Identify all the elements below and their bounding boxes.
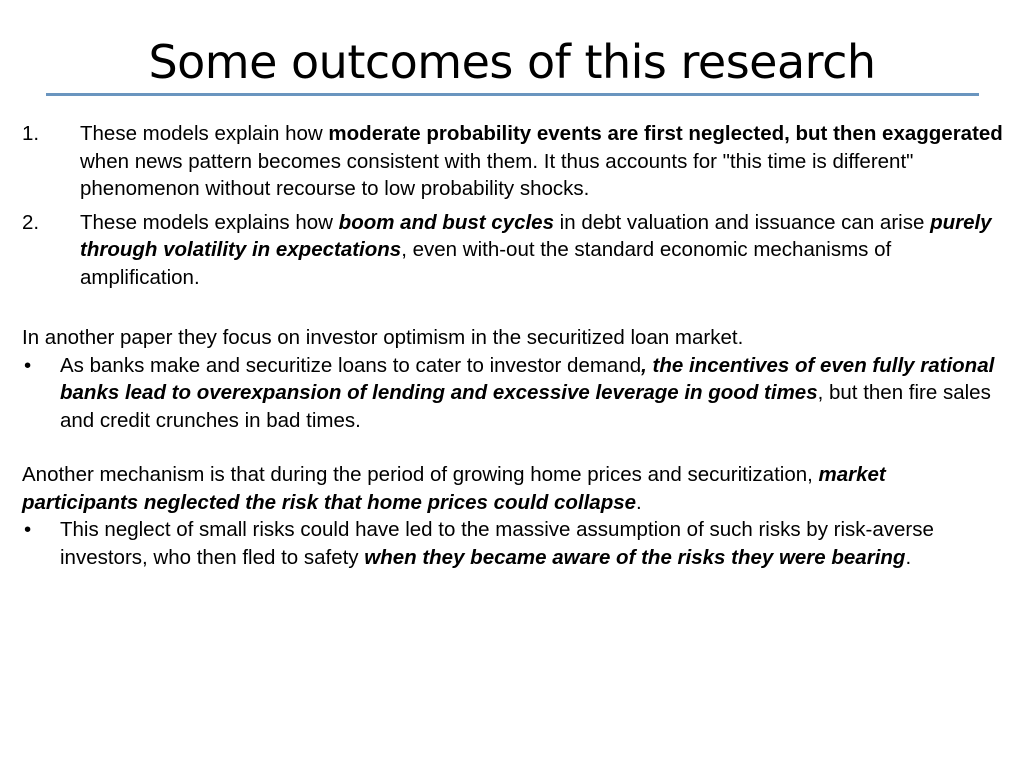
numbered-item-1 — [22, 120, 1007, 203]
paragraph-another-mechanism — [22, 461, 1007, 516]
item-text — [60, 518, 934, 569]
text-run: , but then fire sales and credit crunches in bad times. — [60, 381, 991, 432]
item-text — [60, 354, 994, 432]
text-run-bold-italic: market participants neglected the risk that home prices could collapse — [22, 463, 886, 514]
bullet-item-1 — [22, 352, 1007, 435]
item-text — [80, 211, 992, 289]
text-run: . — [905, 545, 912, 569]
numbered-item-2 — [22, 209, 1007, 292]
text-run: , even with-out the standard economic mechanisms of amplification. — [80, 238, 892, 289]
text-run-bold-italic: when they became aware of the risks they were bearing — [364, 545, 906, 569]
item-number: 1. — [22, 122, 40, 145]
slide-body — [22, 120, 1007, 571]
item-number: 2. — [22, 210, 40, 234]
text-run: when news pattern becomes consistent with them. It thus accounts for "this time is different" phenomenon without recourse to low probability shocks. — [80, 149, 914, 200]
text-run: These models explains how — [80, 210, 339, 234]
text-run-bold-italic: boom and bust cycles — [338, 210, 554, 234]
item-text — [80, 122, 1003, 200]
paragraph-investor-optimism: In another paper they focus on investor optimism in the securitized loan market. — [22, 326, 744, 349]
bullet-icon: • — [24, 518, 32, 541]
text-run: This neglect of small risks could have led to the massive assumption of such risks by risk-averse investors, who then fled to safety — [60, 518, 934, 569]
spacer — [22, 434, 1007, 461]
bullet-item-2 — [22, 516, 1007, 571]
slide-title: Some outcomes of this research — [148, 35, 876, 89]
title-divider — [46, 93, 979, 96]
text-run: As banks make and securitize loans to cater to investor demand — [60, 353, 642, 377]
text-run-bold: moderate probability events are first neglected, but then exaggerated — [328, 122, 1003, 145]
spacer — [22, 297, 1007, 324]
text-run-bold-italic: , the incentives of even fully rational banks lead to overexpansion of lending and excessive leverage in good times — [60, 353, 995, 404]
text-run: Another mechanism is that during the period of growing home prices and securitization, — [22, 463, 819, 486]
bullet-icon: • — [24, 353, 32, 377]
text-run: in debt valuation and issuance can arise — [553, 210, 931, 234]
text-run-bold-italic: purely through volatility in expectations — [80, 210, 992, 261]
text-run: These models explain how — [80, 122, 329, 145]
text-run: . — [636, 490, 642, 514]
